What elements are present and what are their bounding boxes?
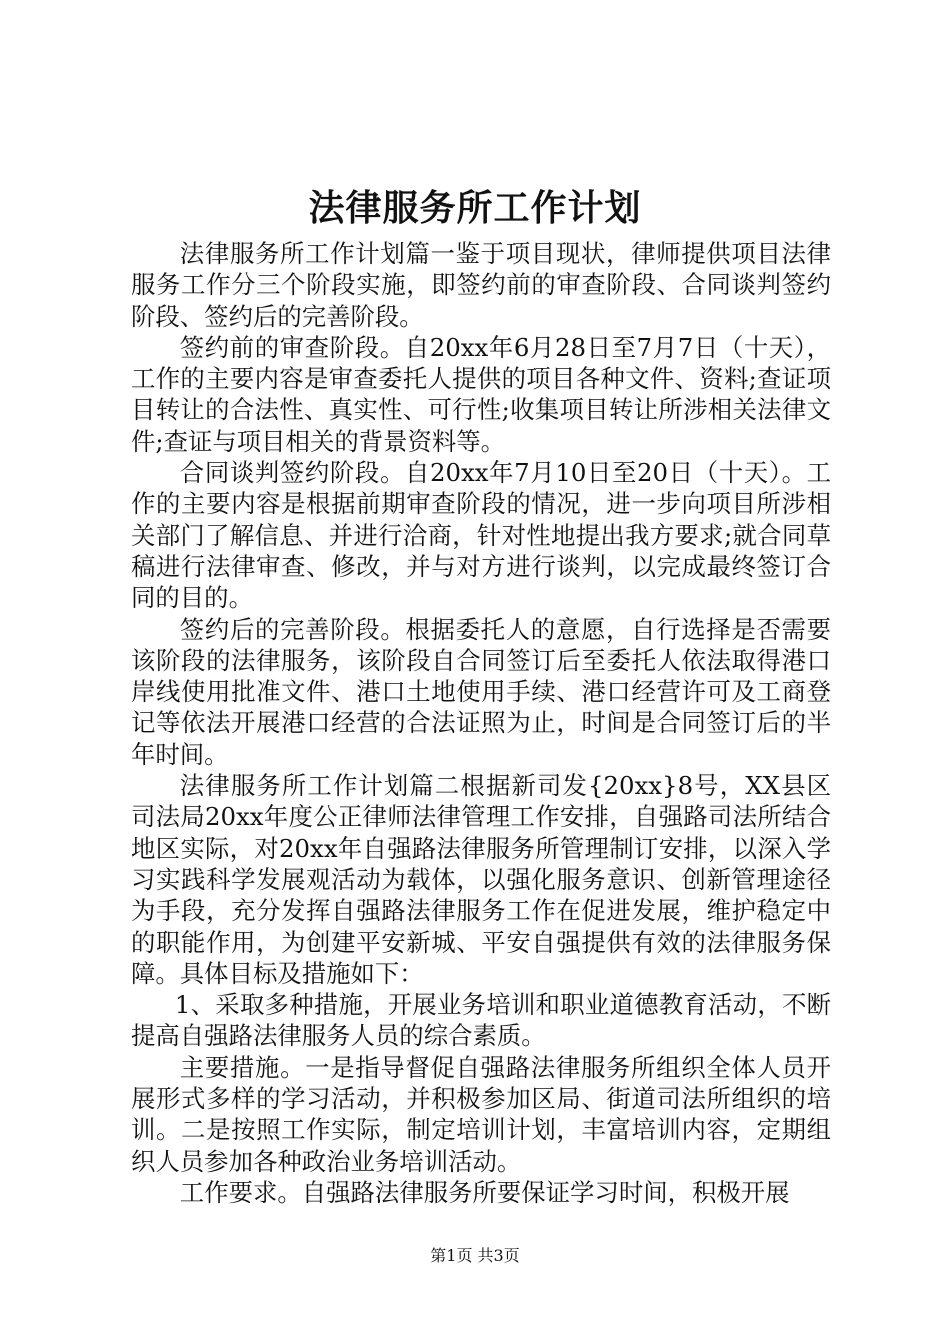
paragraph-2: 签约前的审查阶段。自20xx年6月28日至7月7日（十天），工作的主要内容是审查委托人提供的项目各种文件、资料;查证项目转让的合法性、真实性、可行性;收集项目转让所涉相关法律文件;查证与项目相关的背景资料等。 [131, 332, 831, 456]
paragraph-1: 法律服务所工作计划篇一鉴于项目现状，律师提供项目法律服务工作分三个阶段实施，即签约前的审查阶段、合同谈判签约阶段、签约后的完善阶段。 [131, 239, 831, 331]
document-body [131, 238, 831, 1208]
paragraph-6: 1、采取多种措施，开展业务培训和职业道德教育活动，不断提高自强路法律服务人员的综合素质。 [131, 990, 831, 1051]
document-title: 法律服务所工作计划 [308, 187, 642, 229]
page-number-footer: 第1页 共3页 [430, 1246, 520, 1265]
paragraph-8: 工作要求。自强路法律服务所要保证学习时间，积极开展 [179, 1177, 790, 1207]
paragraph-4: 签约后的完善阶段。根据委托人的意愿，自行选择是否需要该阶段的法律服务，该阶段自合同签订后至委托人依法取得港口岸线使用批准文件、港口土地使用手续、港口经营许可及工商登记等依法开展港口经营的合法证照为止，时间是合同签订后的半年时间。 [131, 614, 831, 769]
paragraph-3: 合同谈判签约阶段。自20xx年7月10日至20日（十天）。工作的主要内容是根据前期审查阶段的情况，进一步向项目所涉相关部门了解信息、并进行洽商，针对性地提出我方要求;就合同草稿进行法律审查、修改，并与对方进行谈判，以完成最终签订合同的目的。 [131, 458, 831, 613]
paragraph-7: 主要措施。一是指导督促自强路法律服务所组织全体人员开展形式多样的学习活动，并积极参加区局、街道司法所组织的培训。二是按照工作实际，制定培训计划，丰富培训内容，定期组织人员参加各种政治业务培训活动。 [131, 1052, 831, 1176]
paragraph-5: 法律服务所工作计划篇二根据新司发{20xx}8号，XX县区司法局20xx年度公正律师法律管理工作安排，自强路司法所结合地区实际，对20xx年自强路法律服务所管理制订安排，以深入学习实践科学发展观活动为载体，以强化服务意识、创新管理途径为手段，充分发挥自强路法律服务工作在促进发展，维护稳定中的职能作用，为创建平安新城、平安自强提供有效的法律服务保障。具体目标及措施如下： [131, 771, 831, 988]
